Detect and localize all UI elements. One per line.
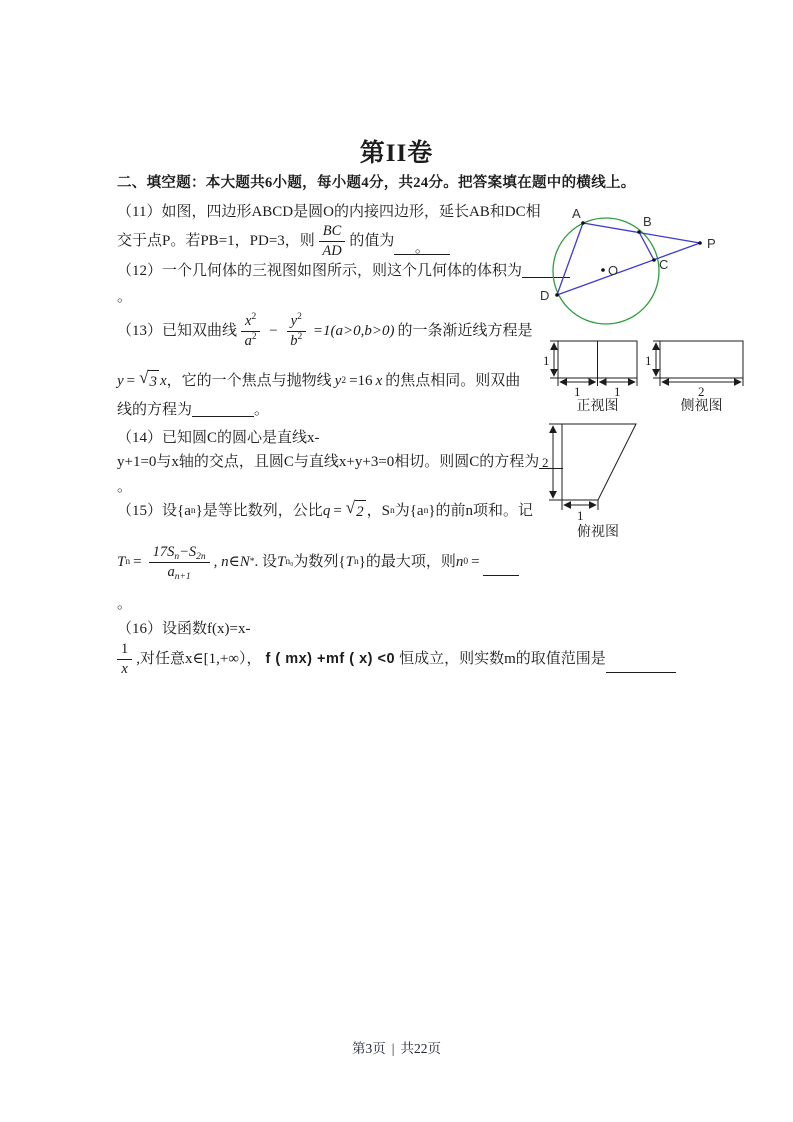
fraction-numerator xyxy=(287,313,306,331)
q15-text: }的前n项和。记 xyxy=(428,503,534,519)
footer-page-number: 第3页 xyxy=(352,1041,386,1056)
equation: =16 xyxy=(349,373,373,389)
fraction-denominator: x xyxy=(121,660,128,677)
q13-answer-blank xyxy=(192,400,254,417)
q14-line2 xyxy=(117,452,563,472)
fraction-numerator xyxy=(149,544,210,562)
var-q: q xyxy=(322,503,331,519)
q15-line1: （15）设{a n }是等比数列，公比 q = √ 2 ，S n 为{a n }的前n项和。记 xyxy=(117,498,534,520)
q15-text: 为数列{ xyxy=(293,554,346,570)
q16-line1: （16）设函数f(x)=x- xyxy=(117,621,251,637)
var-y: y xyxy=(117,373,124,389)
q13-text-pre: （13）已知双曲线 xyxy=(117,323,238,339)
fraction-y2-b2 xyxy=(287,313,306,348)
fraction-numerator: BC xyxy=(319,223,346,241)
equals-sign: = xyxy=(133,554,142,570)
dim-label-height: 2 xyxy=(542,455,549,470)
q15-domain: , n∈N xyxy=(213,554,250,570)
sqrt-2 xyxy=(346,500,366,522)
q12-period: 。 xyxy=(117,289,133,305)
front-view-caption: 正视图 xyxy=(576,399,619,414)
q14-period: 。 xyxy=(117,479,133,495)
var-T: T xyxy=(276,554,286,570)
section-header: 二、填空题：本大题共6小题，每小题4分，共24分。把答案填在题中的横线上。 xyxy=(117,175,636,191)
point-label-P: P xyxy=(707,236,716,251)
var-n0: n xyxy=(455,554,464,570)
dim-label-width: 2 xyxy=(698,384,705,399)
q12-text: （12）一个几何体的三视图如图所示，则这个几何体的体积为 xyxy=(117,263,523,279)
q14-text: y+1=0与x轴的交点，且圆C与直线x+y+3=0相切。则圆C的方程为 xyxy=(117,454,540,470)
chords-and-secants xyxy=(557,223,700,295)
fraction-numerator: 1 xyxy=(117,641,132,659)
equals-sign: = xyxy=(471,554,480,570)
q15-text: }的最大项，则 xyxy=(358,554,456,570)
q13-period: 。 xyxy=(254,402,270,418)
q15-text: 为{a xyxy=(394,503,424,519)
q12-line1 xyxy=(117,261,570,281)
page-title: 第II卷 xyxy=(359,140,434,167)
var-x: x xyxy=(159,373,167,389)
term-S2n: −S xyxy=(179,544,197,561)
var-a: a xyxy=(167,563,175,580)
circle-diagram-figure xyxy=(538,200,718,332)
q13-text-mid: ，它的一个焦点与抛物线 xyxy=(166,373,332,389)
q16-text: ,对任意x∈[1,+∞）， xyxy=(136,651,262,667)
q13-text: 线的方程为 xyxy=(117,402,193,418)
radical-sign: √ xyxy=(139,368,149,387)
q15-line2: T n = $\frac{17S_n-S_{2n}}{a_{n+1}}$ , n∈N * . 设 T n₀ 为数列{ T n }的最大项，则 n 0 = xyxy=(117,535,519,589)
fraction-denominator: AD xyxy=(322,242,342,259)
radicand: 3 xyxy=(148,370,159,392)
q15-period: 。 xyxy=(117,596,133,612)
q16-inequality: f ( mx) +mf ( x) <0 xyxy=(265,651,396,667)
var-y: y xyxy=(290,313,298,330)
sqrt-3 xyxy=(139,370,159,392)
math-sup: 2 xyxy=(297,331,303,342)
footer-total-pages: 共22页 xyxy=(400,1041,441,1056)
var-x: x xyxy=(375,373,383,389)
math-sup: 2 xyxy=(297,312,302,323)
q13-text-end: 的焦点相同。则双曲 xyxy=(385,373,521,389)
equals-sign: = xyxy=(126,373,136,389)
dim-label-width-right: 1 xyxy=(614,384,621,399)
term-17Sn: 17S xyxy=(152,544,175,561)
front-view-figure xyxy=(540,330,652,414)
top-view-figure xyxy=(540,414,658,544)
q14-line1: （14）已知圆C的圆心是直线x- xyxy=(117,430,320,446)
q11-answer-blank xyxy=(394,238,450,255)
footer-separator: | xyxy=(391,1041,395,1056)
q11-text-post: 的值为 xyxy=(349,233,395,249)
point-markers xyxy=(555,221,702,297)
fraction-x2-a2 xyxy=(241,313,260,348)
var-T: T xyxy=(117,554,126,570)
q13-line1 xyxy=(117,305,532,357)
fraction-bc-ad xyxy=(319,223,346,258)
math-sub: 2n xyxy=(196,552,206,563)
var-b: b xyxy=(290,332,298,349)
q16-answer-blank xyxy=(606,656,676,673)
dimension-lines xyxy=(653,341,743,386)
dim-label-height: 1 xyxy=(645,353,652,368)
q13-text-post: 的一条渐近线方程是 xyxy=(397,323,533,339)
dimension-lines xyxy=(549,424,598,510)
side-view-caption: 侧视图 xyxy=(680,399,723,414)
q11-text-pre: 交于点P。若PB=1，PD=3，则 xyxy=(117,233,315,249)
q15-text: ，S xyxy=(366,503,390,519)
fraction-denominator xyxy=(290,332,302,349)
side-view-figure xyxy=(645,330,753,414)
dim-label-height: 1 xyxy=(543,353,550,368)
fraction-tn xyxy=(149,544,210,582)
equals-sign: = xyxy=(333,503,342,519)
fraction-denominator xyxy=(245,332,257,349)
math-sup: 2 xyxy=(251,312,257,323)
radical-sign: √ xyxy=(345,498,356,517)
var-a: a xyxy=(244,332,252,349)
q13-condition: =1(a>0,b>0) xyxy=(312,323,395,339)
dim-label-width-left: 1 xyxy=(574,384,581,399)
q16-text: 恒成立，则实数m的取值范围是 xyxy=(399,651,606,667)
point-label-C: C xyxy=(659,257,669,272)
q15-text: . 设 xyxy=(254,554,277,570)
math-sub: n+1 xyxy=(174,571,191,582)
math-sup: 2 xyxy=(251,331,257,342)
top-view-caption: 俯视图 xyxy=(577,525,619,540)
minus-sign: − xyxy=(269,323,278,339)
q11-line2 xyxy=(117,223,450,259)
q11-line1: （11）如图，四边形ABCD是圆O的内接四边形，延长AB和DC相 xyxy=(117,204,541,220)
point-label-O: O xyxy=(608,263,619,278)
q15-text: }是等比数列，公比 xyxy=(195,503,323,519)
fraction-1-x xyxy=(117,641,132,676)
q13-line3 xyxy=(117,400,269,420)
q15-text: （15）设{a xyxy=(117,503,191,519)
q15-answer-blank xyxy=(483,559,519,576)
var-T: T xyxy=(345,554,354,570)
point-label-B: B xyxy=(643,214,652,229)
q16-line2 xyxy=(117,638,676,680)
var-y: y xyxy=(334,373,342,389)
math-sub: n xyxy=(174,552,180,563)
radicand: 2 xyxy=(355,500,366,522)
dim-label-width: 1 xyxy=(577,508,584,523)
var-x: x xyxy=(245,313,252,330)
page-footer xyxy=(0,1037,793,1057)
point-label-A: A xyxy=(572,206,581,221)
fraction-numerator xyxy=(241,313,260,331)
q11-period: 。 xyxy=(414,239,430,256)
dimension-lines xyxy=(550,341,637,386)
point-label-D: D xyxy=(540,288,550,303)
fraction-denominator xyxy=(168,563,191,580)
q13-line2: y = √ 3 x ，它的一个焦点与抛物线 y 2 =16 x 的焦点相同。则双曲 xyxy=(117,368,521,390)
